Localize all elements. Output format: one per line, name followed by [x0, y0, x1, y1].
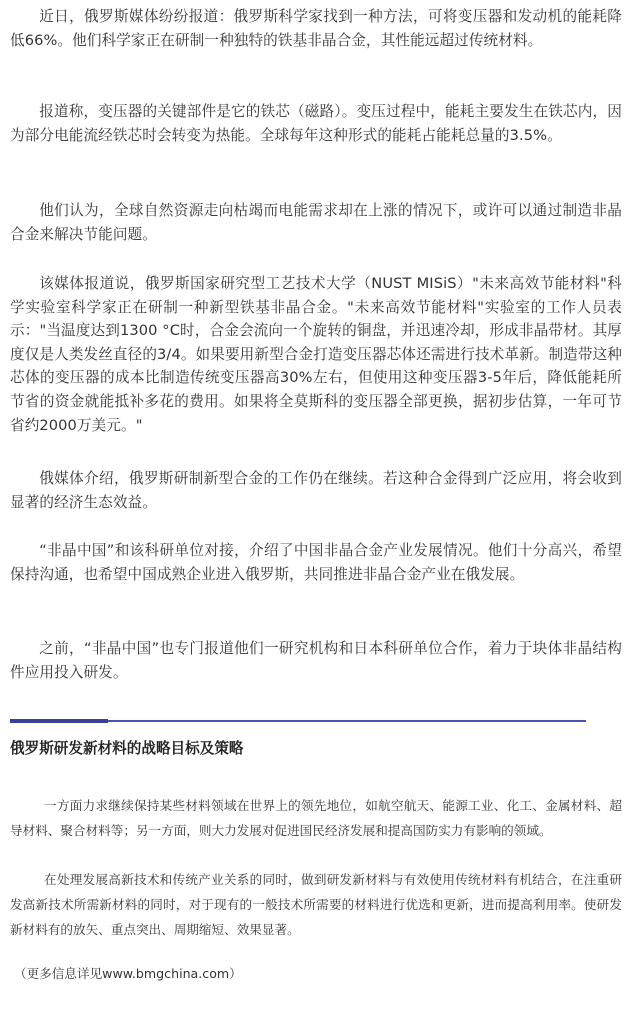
article-paragraph: 报道称，变压器的关键部件是它的铁芯（磁路）。变压过程中，能耗主要发生在铁芯内，因为部分电能流经铁芯时会转变为热能。全球每年这种形式的能耗占能耗总量的3.5%。: [10, 103, 622, 144]
article-paragraph: 该媒体报道说，俄罗斯国家研究型工艺技术大学（NUST MISiS）"未来高效节能材料"科学实验室科学家正在研制一种新型铁基非晶合金。"未来高效节能材料"实验室的工作人员表示："当温度达到1300 °C时，合金会流向一个旋转的铜盘，并迅速冷却，形成非晶带材。其厚度仅是人类发丝直径的3/4。如果要用新型合金打造变压器芯体还需进行技术革新。制造带这种芯体的变压器的成本比制造传统变压器高30%左右，但使用这种变压器3-5年后，降低能耗所节省的资金就能抵补多花的费用。如果将全莫斯科的变压器全部更换，据初步估算，一年可节省约2000万美元。": [10, 275, 622, 434]
section-divider: [10, 719, 586, 723]
article-paragraph: 近日，俄罗斯媒体纷纷报道：俄罗斯科学家找到一种方法，可将变压器和发动机的能耗降低66%。他们科学家正在研制一种独特的铁基非晶合金，其性能远超过传统材料。: [10, 8, 622, 49]
article-paragraph: 他们认为，全球自然资源走向枯竭而电能需求却在上涨的情况下，或许可以通过制造非晶合金来解决节能问题。: [10, 202, 622, 243]
article-paragraph: “非晶中国”和该科研单位对接，介绍了中国非晶合金产业发展情况。他们十分高兴，希望保持沟通，也希望中国成熟企业进入俄罗斯，共同推进非晶合金产业在俄发展。: [10, 542, 622, 583]
article-paragraph: 之前，“非晶中国”也专门报道他们一研究机构和日本科研单位合作，着力于块体非晶结构件应用投入研发。: [10, 640, 622, 681]
section-paragraph: 在处理发展高新技术和传统产业关系的同时，做到研发新材料与有效使用传统材料有机结合，在注重研发高新技术所需新材料的同时，对于现有的一般技术所需要的材料进行优选和更新，进而提高利用率。使研发新材料有的放矢、重点突出、周期缩短、效果显著。: [10, 872, 622, 937]
section-divider-accent: [10, 719, 108, 723]
section-title: 俄罗斯研发新材料的战略目标及策略: [10, 740, 244, 757]
section-paragraph: 一方面力求继续保持某些材料领域在世界上的领先地位，如航空航天、能源工业、化工、金属材料、超导材料、聚合材料等；另一方面，则大力发展对促进国民经济发展和提高国防实力有影响的领域。: [10, 798, 622, 838]
article-paragraph: 俄媒体介绍，俄罗斯研制新型合金的工作仍在继续。若这种合金得到广泛应用，将会收到显著的经济生态效益。: [10, 470, 622, 511]
source-note: （更多信息详见www.bmgchina.com）: [14, 966, 242, 981]
section-divider-line: [108, 720, 586, 722]
